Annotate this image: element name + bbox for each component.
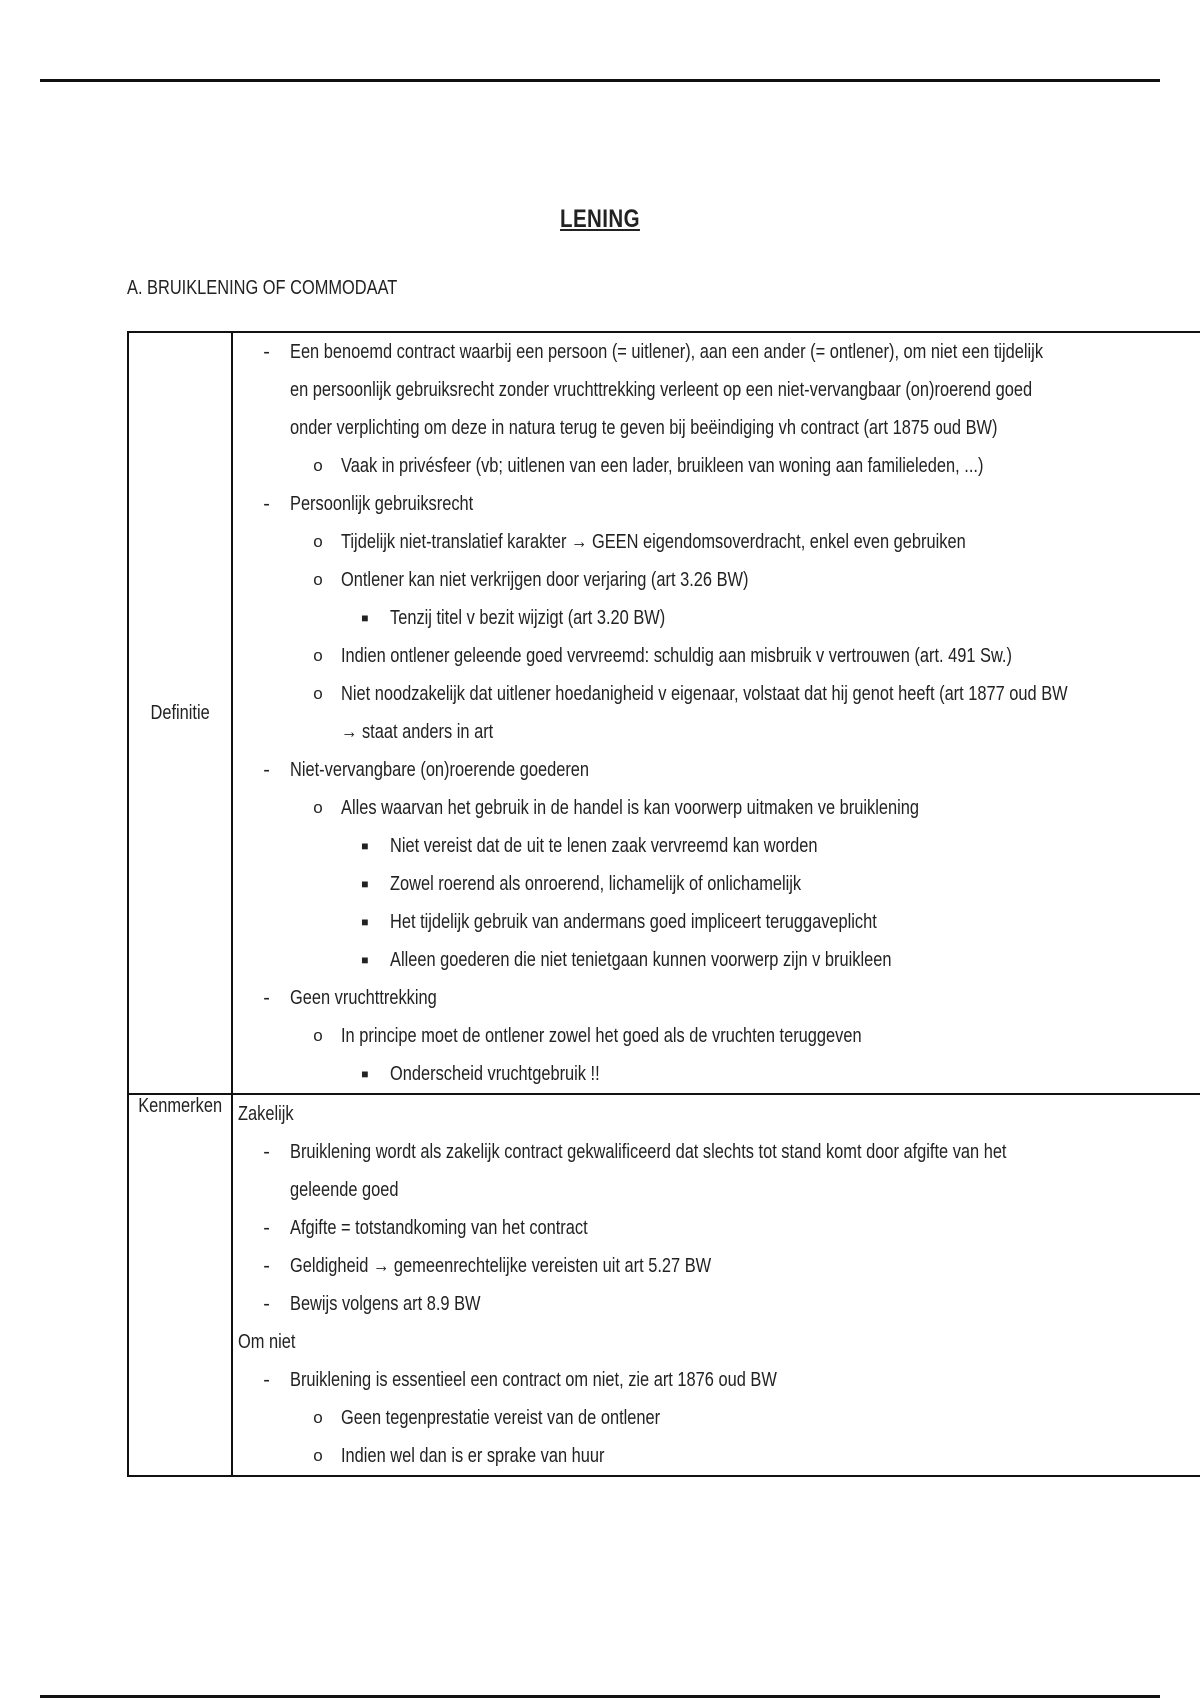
list-item-text: Indien ontlener geleende goed vervreemd: schuldig aan misbruik v vertrouwen (art. 491 Sw.) (341, 645, 1013, 667)
list-item (233, 447, 1200, 485)
bullet-marker: o (313, 1026, 323, 1045)
bullet-marker: - (263, 1141, 270, 1163)
list-item-text: en persoonlijk gebruiksrecht zonder vruchttrekking verleent op een niet-vervangbaar (on)roerend goed (290, 379, 1033, 401)
bullet-marker: - (263, 1293, 270, 1315)
bullet-marker: - (263, 987, 270, 1009)
list-item-text: In principe moet de ontlener zowel het goed als de vruchten teruggeven (341, 1025, 862, 1047)
bullet-marker: ■ (361, 1067, 369, 1081)
list-item (233, 1437, 1200, 1475)
bullet-marker: o (313, 684, 323, 703)
row-label: Kenmerken (138, 1095, 223, 1117)
list-item (233, 409, 1200, 447)
list-item-text: Alleen goederen die niet tenietgaan kunnen voorwerp zijn v bruikleen (390, 949, 892, 971)
list-item-text: Niet noodzakelijk dat uitlener hoedanigheid v eigenaar, volstaat dat hij genot heeft (art 1877 oud BW (341, 683, 1068, 705)
list-item (233, 1361, 1200, 1399)
bullet-marker: o (313, 532, 323, 551)
list-item (233, 333, 1200, 371)
bullet-marker: o (313, 456, 323, 475)
row-label-cell (128, 1094, 232, 1476)
list-item-text: Onderscheid vruchtgebruik !! (390, 1063, 600, 1085)
top-rule (40, 79, 1160, 82)
bullet-marker: o (313, 798, 323, 817)
list-item (233, 979, 1200, 1017)
bullet-marker: o (313, 1408, 323, 1427)
list-item (233, 827, 1200, 865)
list-item-text: Alles waarvan het gebruik in de handel is kan voorwerp uitmaken ve bruiklening (341, 797, 920, 819)
list-item (233, 1095, 1200, 1133)
list-item-text: Indien wel dan is er sprake van huur (341, 1445, 605, 1467)
list-item-text: Zowel roerend als onroerend, lichamelijk of onlichamelijk (390, 873, 802, 895)
bullet-marker: - (263, 1255, 270, 1277)
list-item-text: Geen vruchttrekking (290, 987, 438, 1009)
list-item-text: Niet-vervangbare (on)roerende goederen (290, 759, 590, 781)
list-item-text: Het tijdelijk gebruik van andermans goed impliceert teruggaveplicht (390, 911, 878, 933)
list-item-text: Zakelijk (238, 1103, 294, 1125)
list-item-text: onder verplichting om deze in natura terug te geven bij beëindiging vh contract (art 1875 oud BW) (290, 417, 998, 439)
bullet-marker: ■ (361, 611, 369, 625)
list-item (233, 637, 1200, 675)
list-item-text: Bruiklening wordt als zakelijk contract gekwalificeerd dat slechts tot stand komt door afgifte van het (290, 1141, 1007, 1163)
list-item (233, 675, 1200, 713)
bullet-marker: - (263, 1369, 270, 1391)
row-label-cell (128, 332, 232, 1094)
list-item (233, 713, 1200, 751)
list-item-text: Tijdelijk niet-translatief karakter → GEEN eigendomsoverdracht, enkel even gebruiken (341, 531, 967, 553)
definition-table (127, 331, 1200, 1477)
bullet-marker: - (263, 1217, 270, 1239)
bullet-marker: - (263, 341, 270, 363)
list-item (233, 751, 1200, 789)
list-item (233, 789, 1200, 827)
bullet-marker: - (263, 759, 270, 781)
list-item-text: Persoonlijk gebruiksrecht (290, 493, 474, 515)
list-item-text: Niet vereist dat de uit te lenen zaak vervreemd kan worden (390, 835, 818, 857)
list-item (233, 371, 1200, 409)
list-item (233, 523, 1200, 561)
bullet-marker: ■ (361, 877, 369, 891)
list-item (233, 1133, 1200, 1171)
list-item (233, 561, 1200, 599)
bullet-marker: ■ (361, 953, 369, 967)
list-item-text: Geen tegenprestatie vereist van de ontlener (341, 1407, 661, 1429)
list-item-text: Geldigheid → gemeenrechtelijke vereisten uit art 5.27 BW (290, 1255, 712, 1277)
row-content-cell (232, 1094, 1200, 1476)
table-row (128, 1094, 1200, 1476)
list-item-text: Vaak in privésfeer (vb; uitlenen van een lader, bruikleen van woning aan familieleden, ...) (341, 455, 984, 477)
bullet-marker: ■ (361, 915, 369, 929)
list-item (233, 1285, 1200, 1323)
list-item (233, 1247, 1200, 1285)
list-item (233, 865, 1200, 903)
row-content-cell (232, 332, 1200, 1094)
list-item-text: Een benoemd contract waarbij een persoon (= uitlener), aan een ander (= ontlener), om niet een tijdelijk (290, 341, 1044, 363)
bullet-marker: o (313, 1446, 323, 1465)
list-item (233, 903, 1200, 941)
section-heading: A. BRUIKLENING OF COMMODAAT (127, 277, 398, 299)
list-item (233, 1171, 1200, 1209)
list-item-text: Afgifte = totstandkoming van het contract (290, 1217, 588, 1239)
list-item (233, 941, 1200, 979)
list-item-text: Tenzij titel v bezit wijzigt (art 3.20 BW) (390, 607, 666, 629)
page-title: LENING (560, 205, 640, 233)
list-item-text: geleende goed (290, 1179, 399, 1201)
list-item-text: Om niet (238, 1331, 296, 1353)
bullet-marker: o (313, 570, 323, 589)
list-item (233, 1399, 1200, 1437)
list-item (233, 485, 1200, 523)
bullet-marker: ■ (361, 839, 369, 853)
list-item (233, 1323, 1200, 1361)
bottom-rule (40, 1695, 1160, 1698)
list-item (233, 1209, 1200, 1247)
list-item-text: Bruiklening is essentieel een contract om niet, zie art 1876 oud BW (290, 1369, 778, 1391)
list-item-text: Bewijs volgens art 8.9 BW (290, 1293, 481, 1315)
list-item (233, 599, 1200, 637)
bullet-marker: o (313, 646, 323, 665)
table-row (128, 332, 1200, 1094)
bullet-marker: - (263, 493, 270, 515)
row-label: Definitie (150, 701, 210, 724)
list-item-text: Ontlener kan niet verkrijgen door verjaring (art 3.26 BW) (341, 569, 749, 591)
list-item-text: → staat anders in art (341, 721, 494, 743)
list-item (233, 1055, 1200, 1093)
list-item (233, 1017, 1200, 1055)
